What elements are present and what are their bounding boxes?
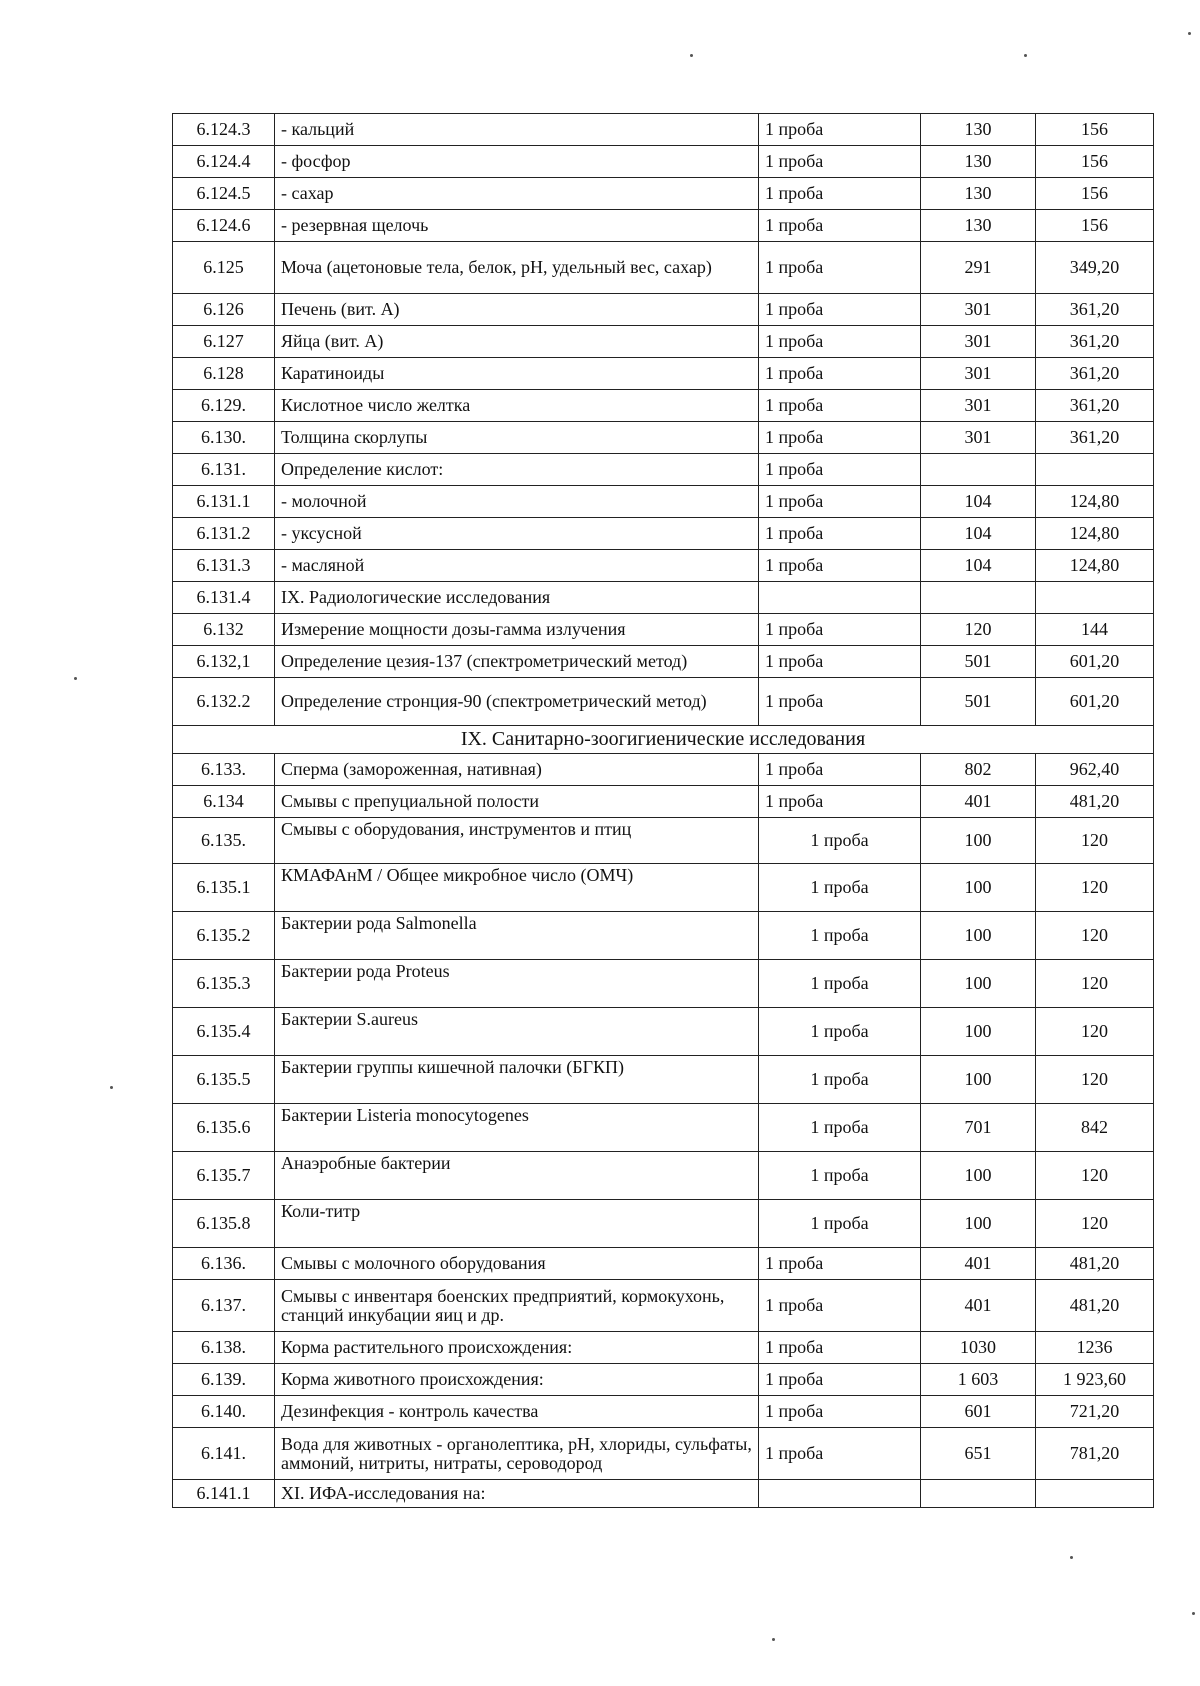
price-base: 100 [921, 1056, 1036, 1104]
price-with-vat: 361,20 [1036, 422, 1154, 454]
item-unit: 1 проба [759, 178, 921, 210]
price-base: 100 [921, 912, 1036, 960]
item-unit: 1 проба [759, 326, 921, 358]
price-base: 100 [921, 818, 1036, 864]
item-number: 6.135. [173, 818, 275, 864]
table-row [173, 1008, 1154, 1056]
item-name: IX. Радиологические исследования [275, 582, 759, 614]
section-title: IX. Санитарно-зоогигиенические исследования [173, 726, 1154, 754]
item-unit: 1 проба [759, 146, 921, 178]
price-with-vat: 481,20 [1036, 786, 1154, 818]
item-number: 6.135.2 [173, 912, 275, 960]
item-name: - масляной [275, 550, 759, 582]
price-with-vat: 124,80 [1036, 486, 1154, 518]
price-base [921, 1480, 1036, 1508]
price-base: 501 [921, 678, 1036, 726]
table-row [173, 178, 1154, 210]
scan-speck [1188, 32, 1191, 35]
item-number: 6.135.5 [173, 1056, 275, 1104]
item-number: 6.135.6 [173, 1104, 275, 1152]
item-number: 6.130. [173, 422, 275, 454]
item-name: Сперма (замороженная, нативная) [275, 754, 759, 786]
table-row [173, 1396, 1154, 1428]
item-unit: 1 проба [759, 1008, 921, 1056]
item-name: Определение стронция-90 (спектрометрический метод) [275, 678, 759, 726]
price-with-vat: 601,20 [1036, 678, 1154, 726]
item-number: 6.140. [173, 1396, 275, 1428]
item-unit: 1 проба [759, 678, 921, 726]
table-row [173, 1280, 1154, 1332]
item-unit: 1 проба [759, 864, 921, 912]
table-row [173, 786, 1154, 818]
item-name: - уксусной [275, 518, 759, 550]
item-name: Дезинфекция - контроль качества [275, 1396, 759, 1428]
table-row [173, 864, 1154, 912]
item-number: 6.132 [173, 614, 275, 646]
table-row [173, 754, 1154, 786]
price-with-vat: 120 [1036, 912, 1154, 960]
table-row [173, 818, 1154, 864]
item-unit: 1 проба [759, 1364, 921, 1396]
table-row [173, 1364, 1154, 1396]
price-base: 301 [921, 358, 1036, 390]
item-name: Бактерии Listeria monocytogenes [275, 1104, 759, 1152]
scan-speck [772, 1638, 775, 1641]
price-base: 100 [921, 1008, 1036, 1056]
price-base: 701 [921, 1104, 1036, 1152]
item-name: Определение цезия-137 (спектрометрический метод) [275, 646, 759, 678]
item-unit: 1 проба [759, 390, 921, 422]
price-with-vat: 481,20 [1036, 1248, 1154, 1280]
item-unit: 1 проба [759, 614, 921, 646]
price-base: 130 [921, 146, 1036, 178]
item-name: Печень (вит. А) [275, 294, 759, 326]
price-base: 104 [921, 486, 1036, 518]
item-name: Корма животного происхождения: [275, 1364, 759, 1396]
item-name: Яйца (вит. А) [275, 326, 759, 358]
price-base [921, 454, 1036, 486]
table-row [173, 1332, 1154, 1364]
item-unit: 1 проба [759, 1332, 921, 1364]
price-with-vat: 120 [1036, 818, 1154, 864]
item-number: 6.128 [173, 358, 275, 390]
price-base: 301 [921, 390, 1036, 422]
price-base: 301 [921, 326, 1036, 358]
item-name: Вода для животных - органолептика, pH, хлориды, сульфаты, аммоний, нитриты, нитраты, сероводород [275, 1428, 759, 1480]
item-name: Коли-титр [275, 1200, 759, 1248]
scan-speck [1024, 54, 1027, 57]
item-unit: 1 проба [759, 754, 921, 786]
scan-speck [1070, 1556, 1073, 1559]
price-with-vat: 361,20 [1036, 358, 1154, 390]
item-name: Смывы с молочного оборудования [275, 1248, 759, 1280]
item-unit: 1 проба [759, 210, 921, 242]
item-unit: 1 проба [759, 1280, 921, 1332]
table-row [173, 678, 1154, 726]
item-name: Бактерии S.aureus [275, 1008, 759, 1056]
table-row [173, 1152, 1154, 1200]
price-with-vat: 349,20 [1036, 242, 1154, 294]
table-row [173, 614, 1154, 646]
item-number: 6.133. [173, 754, 275, 786]
price-with-vat: 1236 [1036, 1332, 1154, 1364]
table-row [173, 960, 1154, 1008]
table-row [173, 242, 1154, 294]
item-name: Смывы с инвентаря боенских предприятий, кормокухонь, станций инкубации яиц и др. [275, 1280, 759, 1332]
price-with-vat: 124,80 [1036, 550, 1154, 582]
table-row [173, 114, 1154, 146]
item-unit: 1 проба [759, 550, 921, 582]
price-base: 601 [921, 1396, 1036, 1428]
item-number: 6.125 [173, 242, 275, 294]
table-row [173, 646, 1154, 678]
table-row [173, 454, 1154, 486]
item-number: 6.135.8 [173, 1200, 275, 1248]
item-unit: 1 проба [759, 912, 921, 960]
price-base: 104 [921, 518, 1036, 550]
price-base: 104 [921, 550, 1036, 582]
price-base: 501 [921, 646, 1036, 678]
price-with-vat: 144 [1036, 614, 1154, 646]
price-with-vat [1036, 1480, 1154, 1508]
price-with-vat: 842 [1036, 1104, 1154, 1152]
item-unit: 1 проба [759, 1152, 921, 1200]
item-number: 6.136. [173, 1248, 275, 1280]
item-unit: 1 проба [759, 786, 921, 818]
price-base: 291 [921, 242, 1036, 294]
table-row [173, 1104, 1154, 1152]
table-row [173, 550, 1154, 582]
item-name: Моча (ацетоновые тела, белок, pH, удельный вес, сахар) [275, 242, 759, 294]
table-row [173, 422, 1154, 454]
item-number: 6.141. [173, 1428, 275, 1480]
item-number: 6.135.4 [173, 1008, 275, 1056]
item-name: Корма растительного происхождения: [275, 1332, 759, 1364]
table-row [173, 326, 1154, 358]
price-base: 1 603 [921, 1364, 1036, 1396]
item-number: 6.135.1 [173, 864, 275, 912]
scan-speck [110, 1086, 113, 1089]
item-number: 6.131.2 [173, 518, 275, 550]
table-row [173, 912, 1154, 960]
price-with-vat: 361,20 [1036, 390, 1154, 422]
item-unit: 1 проба [759, 114, 921, 146]
price-base: 401 [921, 1280, 1036, 1332]
item-number: 6.124.5 [173, 178, 275, 210]
item-name: КМАФАнМ / Общее микробное число (ОМЧ) [275, 864, 759, 912]
item-number: 6.124.6 [173, 210, 275, 242]
item-number: 6.134 [173, 786, 275, 818]
item-name: Кислотное число желтка [275, 390, 759, 422]
item-number: 6.139. [173, 1364, 275, 1396]
item-unit: 1 проба [759, 1200, 921, 1248]
table-row [173, 294, 1154, 326]
item-unit: 1 проба [759, 422, 921, 454]
section-heading-row [173, 726, 1154, 754]
item-unit: 1 проба [759, 646, 921, 678]
price-base: 301 [921, 294, 1036, 326]
item-number: 6.132,1 [173, 646, 275, 678]
scan-speck [1192, 1612, 1195, 1615]
item-number: 6.137. [173, 1280, 275, 1332]
price-with-vat: 601,20 [1036, 646, 1154, 678]
table-row [173, 210, 1154, 242]
table-row [173, 1248, 1154, 1280]
price-with-vat: 361,20 [1036, 326, 1154, 358]
item-name: Смывы с препуциальной полости [275, 786, 759, 818]
item-name: Бактерии рода Proteus [275, 960, 759, 1008]
price-with-vat: 120 [1036, 1056, 1154, 1104]
table-row [173, 486, 1154, 518]
item-number: 6.129. [173, 390, 275, 422]
item-name: Бактерии рода Salmonella [275, 912, 759, 960]
price-base: 100 [921, 960, 1036, 1008]
item-unit: 1 проба [759, 1104, 921, 1152]
price-with-vat: 781,20 [1036, 1428, 1154, 1480]
item-name: Определение кислот: [275, 454, 759, 486]
item-unit [759, 582, 921, 614]
item-name: - молочной [275, 486, 759, 518]
item-number: 6.126 [173, 294, 275, 326]
price-base: 100 [921, 1200, 1036, 1248]
table-row [173, 582, 1154, 614]
price-with-vat: 156 [1036, 210, 1154, 242]
item-name: Бактерии группы кишечной палочки (БГКП) [275, 1056, 759, 1104]
item-name: - резервная щелочь [275, 210, 759, 242]
price-base: 802 [921, 754, 1036, 786]
item-unit: 1 проба [759, 486, 921, 518]
price-with-vat: 120 [1036, 1152, 1154, 1200]
price-base: 401 [921, 786, 1036, 818]
price-with-vat: 120 [1036, 960, 1154, 1008]
item-unit: 1 проба [759, 818, 921, 864]
item-number: 6.131. [173, 454, 275, 486]
item-number: 6.131.3 [173, 550, 275, 582]
price-with-vat [1036, 454, 1154, 486]
item-name: Смывы с оборудования, инструментов и птиц [275, 818, 759, 864]
item-number: 6.124.3 [173, 114, 275, 146]
price-with-vat [1036, 582, 1154, 614]
table-row [173, 518, 1154, 550]
price-with-vat: 962,40 [1036, 754, 1154, 786]
item-number: 6.141.1 [173, 1480, 275, 1508]
price-with-vat: 156 [1036, 146, 1154, 178]
item-unit: 1 проба [759, 358, 921, 390]
table-row [173, 1428, 1154, 1480]
scan-speck [690, 54, 693, 57]
price-with-vat: 481,20 [1036, 1280, 1154, 1332]
item-number: 6.135.3 [173, 960, 275, 1008]
scan-speck [74, 677, 77, 680]
price-base: 100 [921, 864, 1036, 912]
price-base: 100 [921, 1152, 1036, 1200]
price-with-vat: 156 [1036, 114, 1154, 146]
price-with-vat: 361,20 [1036, 294, 1154, 326]
item-unit: 1 проба [759, 960, 921, 1008]
item-number: 6.131.4 [173, 582, 275, 614]
item-name: Толщина скорлупы [275, 422, 759, 454]
item-name: - сахар [275, 178, 759, 210]
item-number: 6.127 [173, 326, 275, 358]
item-unit: 1 проба [759, 242, 921, 294]
item-unit: 1 проба [759, 1396, 921, 1428]
item-unit: 1 проба [759, 294, 921, 326]
table-row [173, 390, 1154, 422]
item-name: Измерение мощности дозы-гамма излучения [275, 614, 759, 646]
price-base: 130 [921, 178, 1036, 210]
table-row [173, 1200, 1154, 1248]
item-number: 6.132.2 [173, 678, 275, 726]
price-base: 130 [921, 114, 1036, 146]
item-unit: 1 проба [759, 1248, 921, 1280]
price-base: 1030 [921, 1332, 1036, 1364]
price-base: 120 [921, 614, 1036, 646]
table-row [173, 1056, 1154, 1104]
price-with-vat: 120 [1036, 1200, 1154, 1248]
item-unit: 1 проба [759, 518, 921, 550]
table-row [173, 358, 1154, 390]
item-unit: 1 проба [759, 454, 921, 486]
price-base: 301 [921, 422, 1036, 454]
item-number: 6.131.1 [173, 486, 275, 518]
item-number: 6.138. [173, 1332, 275, 1364]
item-unit: 1 проба [759, 1056, 921, 1104]
item-name: Анаэробные бактерии [275, 1152, 759, 1200]
price-base: 651 [921, 1428, 1036, 1480]
item-number: 6.124.4 [173, 146, 275, 178]
item-unit [759, 1480, 921, 1508]
item-unit: 1 проба [759, 1428, 921, 1480]
price-with-vat: 120 [1036, 864, 1154, 912]
price-base [921, 582, 1036, 614]
price-list-table [172, 113, 1154, 1508]
table-row [173, 146, 1154, 178]
price-with-vat: 156 [1036, 178, 1154, 210]
price-with-vat: 1 923,60 [1036, 1364, 1154, 1396]
item-number: 6.135.7 [173, 1152, 275, 1200]
price-base: 130 [921, 210, 1036, 242]
item-name: - фосфор [275, 146, 759, 178]
item-name: - кальций [275, 114, 759, 146]
price-base: 401 [921, 1248, 1036, 1280]
item-name: XI. ИФА-исследования на: [275, 1480, 759, 1508]
price-with-vat: 120 [1036, 1008, 1154, 1056]
price-with-vat: 124,80 [1036, 518, 1154, 550]
item-name: Каратиноиды [275, 358, 759, 390]
table-row [173, 1480, 1154, 1508]
price-with-vat: 721,20 [1036, 1396, 1154, 1428]
